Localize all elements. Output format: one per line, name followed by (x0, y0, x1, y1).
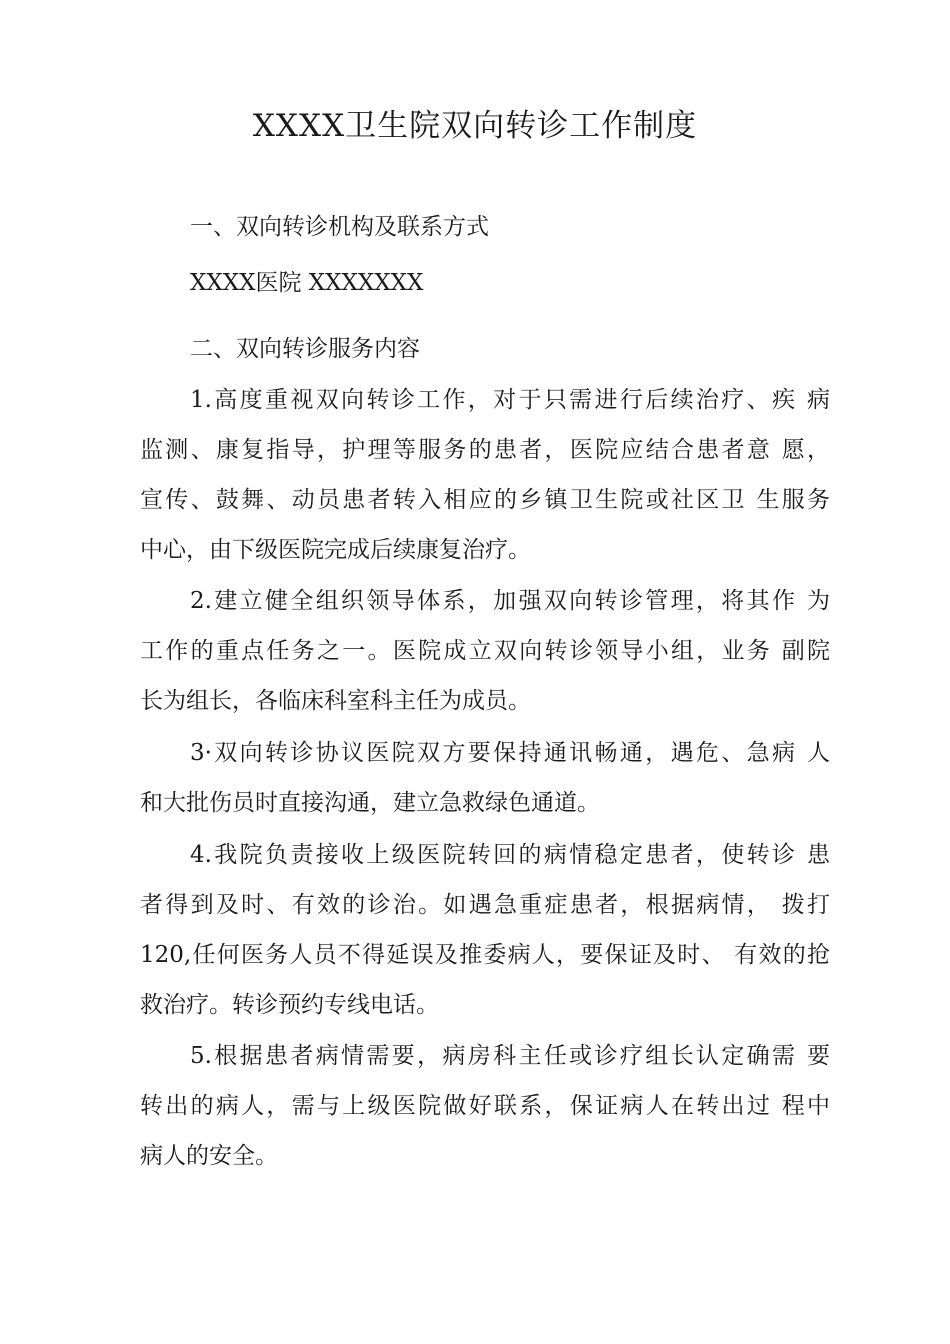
item4-line3: 120,任何医务人员不得延误及推委病人，要保证及时、 有效的抢 (140, 942, 830, 968)
item1-line4: 中心，由下级医院完成后续康复治疗。 (140, 537, 531, 563)
item3-line2: 和大批伤员时直接沟通，建立急救绿色通道。 (140, 790, 600, 816)
contact-line: XXXX医院 XXXXXXX (190, 270, 424, 296)
item4-line4: 救治疗。转诊预约专线电话。 (140, 992, 439, 1018)
item1-line2: 监测、康复指导，护理等服务的患者，医院应结合患者意 愿， (140, 437, 830, 463)
item2-line1: 2.建立健全组织领导体系，加强双向转诊管理，将其作 为 (190, 588, 830, 614)
document-title: XXXX卫生院双向转诊工作制度 (252, 108, 698, 144)
item1-line3: 宣传、鼓舞、动员患者转入相应的乡镇卫生院或社区卫 生服务 (140, 487, 830, 513)
item5-line1: 5.根据患者病情需要，病房科主任或诊疗组长认定确需 要 (190, 1043, 830, 1069)
item5-line2: 转出的病人，需与上级医院做好联系，保证病人在转出过 程中 (140, 1093, 830, 1119)
item4-line2: 者得到及时、有效的诊治。如遇急重症患者，根据病情， 拨打 (140, 892, 830, 918)
item4-line1: 4.我院负责接收上级医院转回的病情稳定患者，使转诊 患 (190, 842, 830, 868)
section-heading-2: 二、双向转诊服务内容 (190, 336, 420, 362)
item5-line3: 病人的安全。 (140, 1143, 278, 1169)
item2-line2: 工作的重点任务之一。医院成立双向转诊领导小组，业务 副院 (140, 638, 830, 664)
item1-line1: 1.高度重视双向转诊工作，对于只需进行后续治疗、疾 病 (190, 387, 830, 413)
section-heading-1: 一、双向转诊机构及联系方式 (190, 214, 489, 240)
item2-line3: 长为组长，各临床科室科主任为成员。 (140, 688, 531, 714)
item3-line1: 3·双向转诊协议医院双方要保持通讯畅通，遇危、急病 人 (190, 740, 830, 766)
